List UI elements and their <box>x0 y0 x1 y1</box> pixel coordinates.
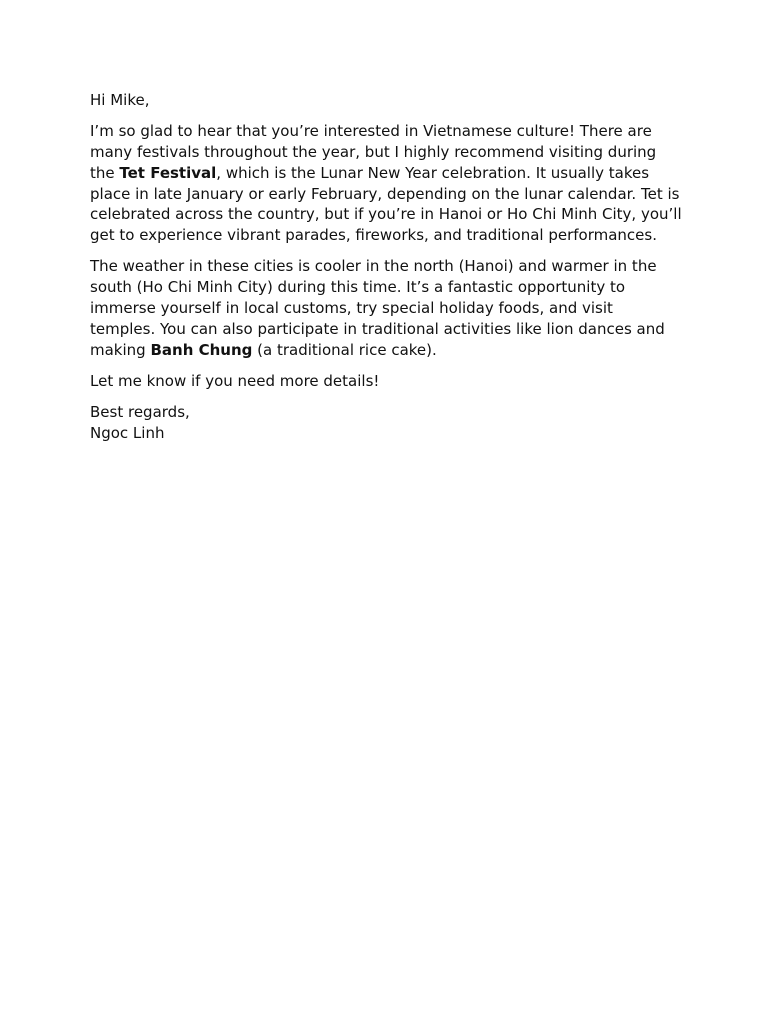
signature: Ngoc Linh <box>90 423 165 442</box>
closing: Best regards, <box>90 402 190 421</box>
tet-festival-emphasis: Tet Festival <box>119 163 217 182</box>
paragraph-tet-festival <box>90 121 682 246</box>
sign-off <box>90 402 682 444</box>
greeting: Hi Mike, <box>90 91 150 109</box>
paragraph-more-details: Let me know if you need more details! <box>90 371 380 390</box>
paragraph-text: , which is the Lunar New Year celebration. It usually takes place in late January or early February, depending on the lunar calendar. Tet is celebrated across the country, but if you’re in Hanoi or Ho Chi Minh City, you’ll get to experience vibrant parades, fireworks, and traditional performances. <box>90 163 682 245</box>
banh-chung-emphasis: Banh Chung <box>150 340 253 359</box>
letter-body <box>90 90 682 454</box>
paragraph-weather <box>90 256 682 360</box>
paragraph-text: The weather in these cities is cooler in the north (Hanoi) and warmer in the south (Ho Chi Minh City) during this time. It’s a fantastic opportunity to immerse yourself in local customs, try special holiday foods, and visit temples. You can also participate in traditional activities like lion dances and making <box>90 257 665 359</box>
paragraph-text: I’m so glad to hear that you’re interested in Vietnamese culture! There are many festivals throughout the year, but I highly recommend visiting during the <box>90 122 657 182</box>
paragraph-text: (a traditional rice cake). <box>252 340 437 359</box>
